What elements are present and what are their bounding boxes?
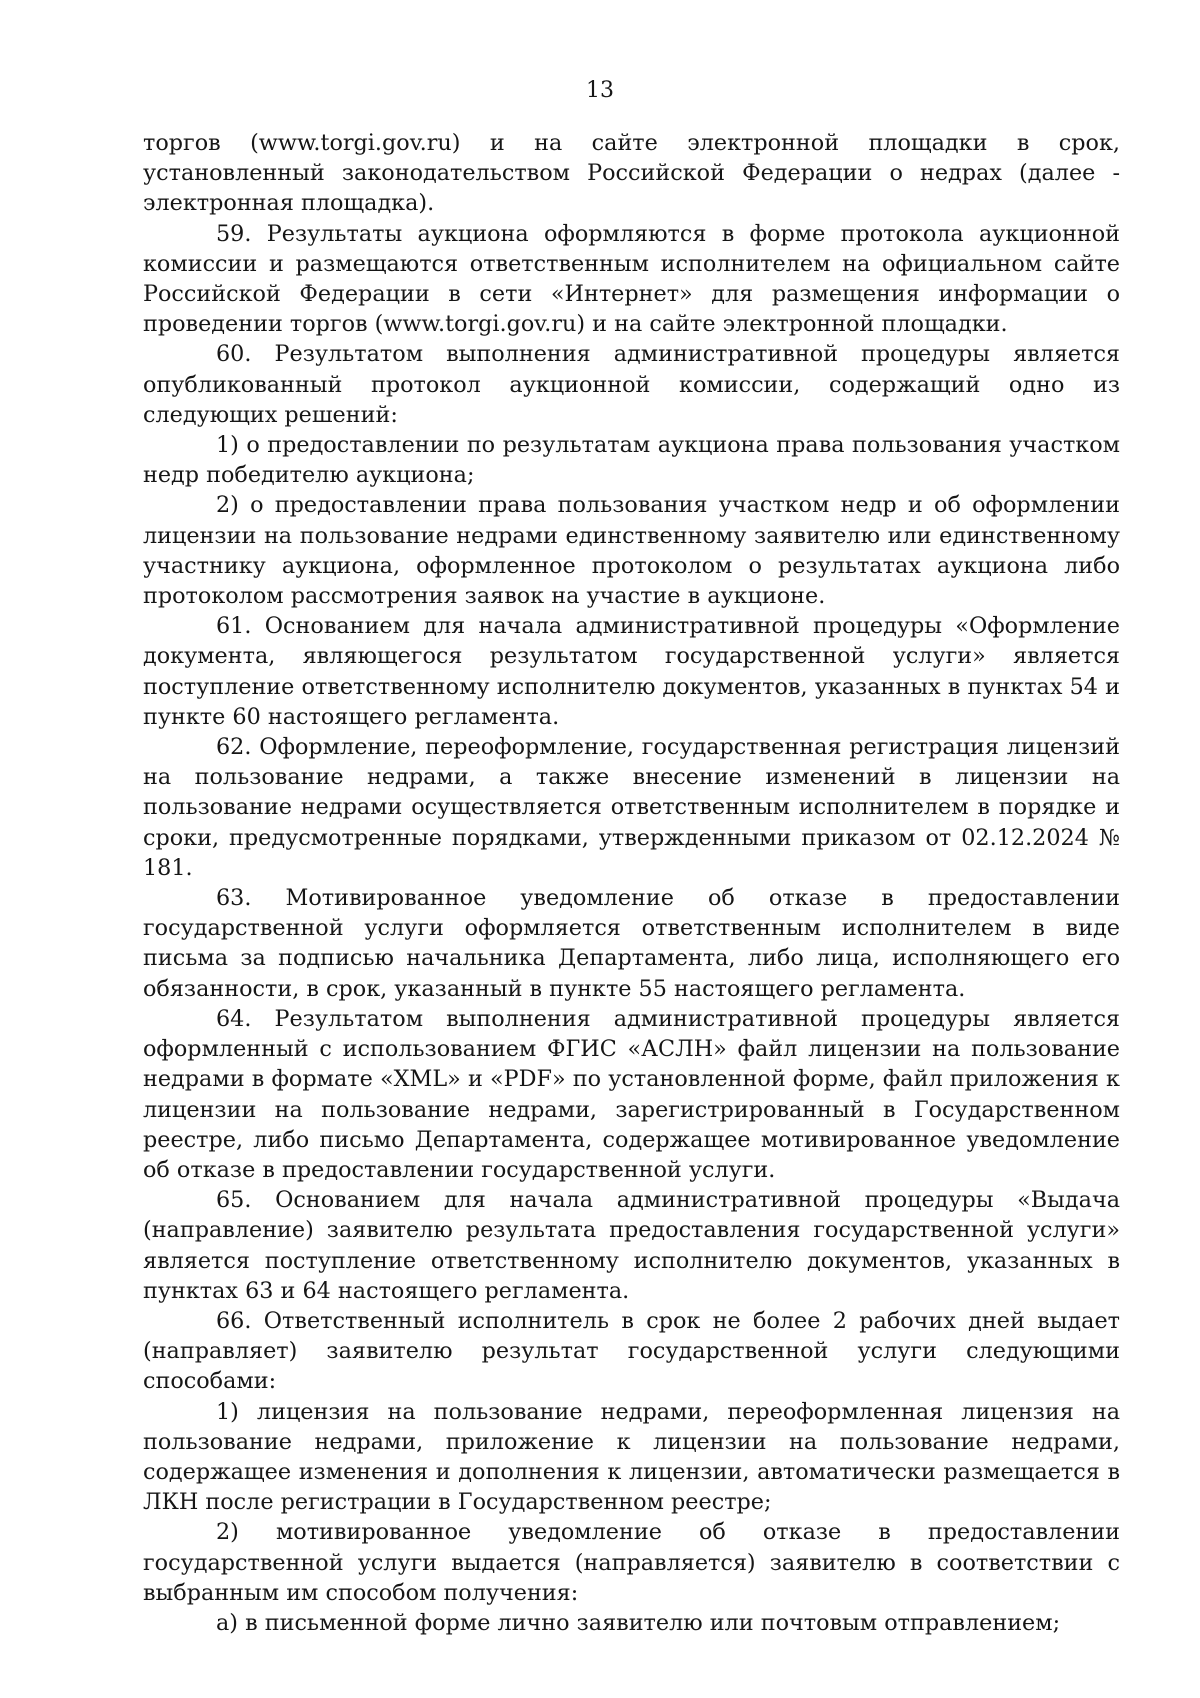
paragraph-62: 62. Оформление, переоформление, государственная регистрация лицензий на пользование недрами, а также внесение изменений в лицензии на пользование недрами осуществляется ответственным исполнителем в порядке и сроки, предусмотренные порядками, утвержденными приказом от 02.12.2024 № 181. <box>143 734 1120 881</box>
paragraph-64: 64. Результатом выполнения административной процедуры является оформленный с использованием ФГИС «АСЛН» файл лицензии на пользование недрами в формате «XML» и «PDF» по установленной форме, файл приложения к лицензии на пользование недрами, зарегистрированный в Государственном реестре, либо письмо Департамента, содержащее мотивированное уведомление об отказе в предоставлении государственной услуги. <box>143 1005 1120 1183</box>
paragraph-60: 60. Результатом выполнения административной процедуры является опубликованный протокол аукционной комиссии, содержащий одно из следующих решений: <box>143 341 1120 428</box>
paragraph-60-item-2: 2) о предоставлении права пользования участком недр и об оформлении лицензии на пользование недрами единственному заявителю или единственному участнику аукциона, оформленное протоколом о результатах аукциона либо протоколом рассмотрения заявок на участие в аукционе. <box>143 492 1120 610</box>
page-number: 13 <box>586 78 614 103</box>
document-body <box>143 128 1120 1638</box>
paragraph-66: 66. Ответственный исполнитель в срок не более 2 рабочих дней выдает (направляет) заявителю результат государственной услуги следующими способами: <box>143 1307 1120 1395</box>
paragraph-66-item-1: 1) лицензия на пользование недрами, переоформленная лицензия на пользование недрами, приложение к лицензии на пользование недрами, содержащее изменения и дополнения к лицензии, автоматически размещается в ЛКН после регистрации в Государственном реестре; <box>143 1398 1120 1516</box>
paragraph-66-item-2: 2) мотивированное уведомление об отказе в предоставлении государственной услуги выдается (направляется) заявителю в соответствии с выбранным им способом получения: <box>143 1519 1120 1606</box>
paragraph-66-item-2-a: а) в письменной форме лично заявителю или почтовым отправлением; <box>216 1609 1061 1636</box>
paragraph-61: 61. Основанием для начала административной процедуры «Оформление документа, являющегося результатом государственной услуги» является поступление ответственному исполнителю документов, указанных в пунктах 54 и пункте 60 настоящего регламента. <box>143 613 1120 730</box>
paragraph-59: 59. Результаты аукциона оформляются в форме протокола аукционной комиссии и размещаются ответственным исполнителем на официальном сайте Российской Федерации в сети «Интернет» для размещения информации о проведении торгов (www.torgi.gov.ru) и на сайте электронной площадки. <box>143 220 1120 338</box>
paragraph-65: 65. Основанием для начала административной процедуры «Выдача (направление) заявителю результата предоставления государственной услуги» является поступление ответственному исполнителю документов, указанных в пунктах 63 и 64 настоящего регламента. <box>143 1187 1120 1304</box>
paragraph-63: 63. Мотивированное уведомление об отказе в предоставлении государственной услуги оформляется ответственным исполнителем в виде письма за подписью начальника Департамента, либо лица, исполняющего его обязанности, в срок, указанный в пункте 55 настоящего регламента. <box>143 885 1120 1002</box>
paragraph-60-item-1: 1) о предоставлении по результатам аукциона права пользования участком недр победителю аукциона; <box>143 432 1120 489</box>
paragraph-continuation: торгов (www.torgi.gov.ru) и на сайте электронной площадки в срок, установленный законодательством Российской Федерации о недрах (далее - электронная площадка). <box>143 130 1120 217</box>
